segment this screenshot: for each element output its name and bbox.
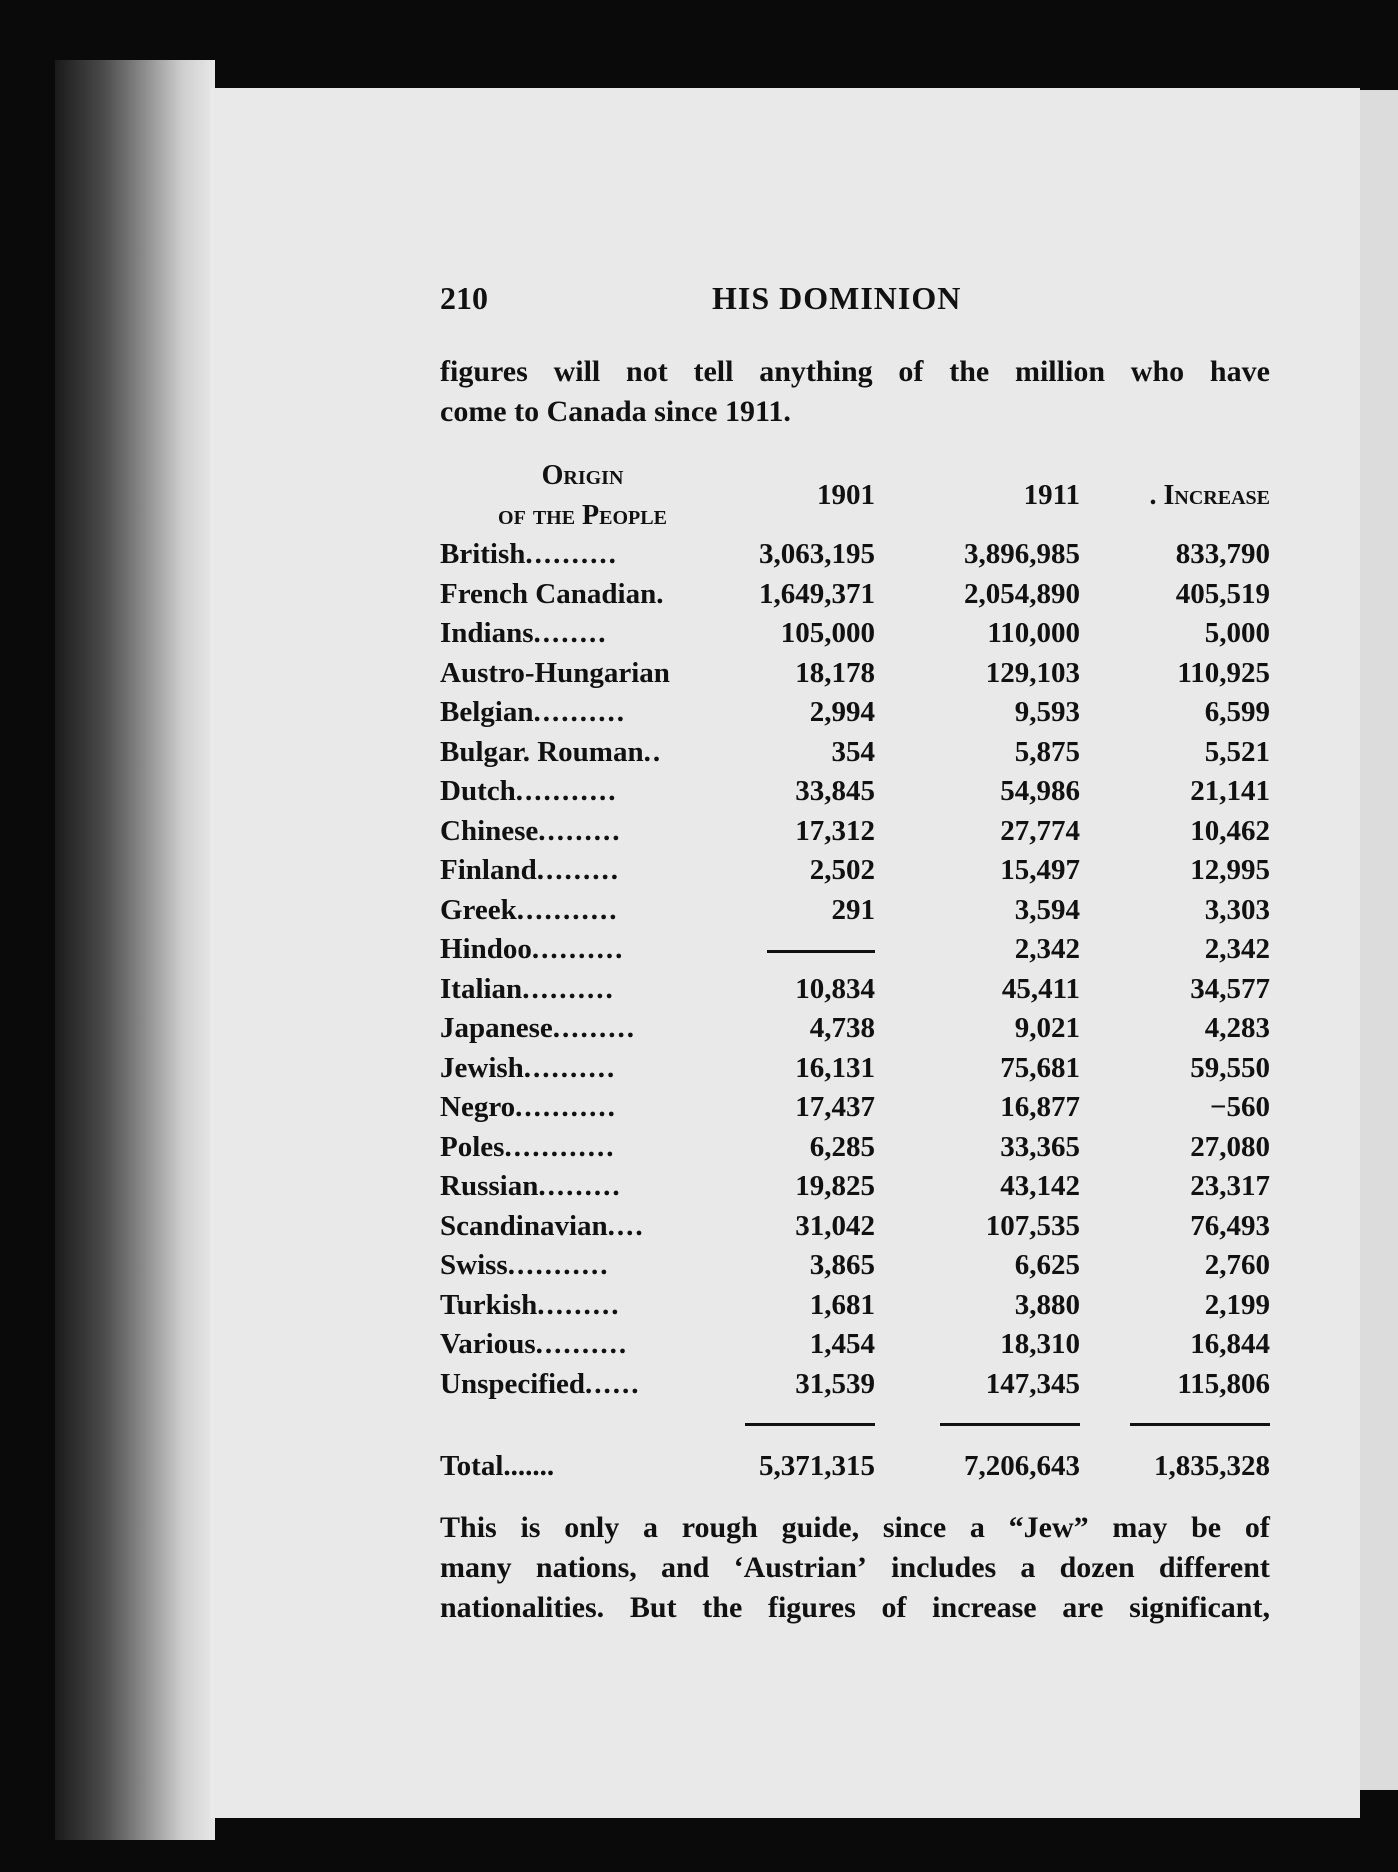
origin-name-text: British (440, 538, 526, 570)
outro-word: “Jew” (1008, 1511, 1089, 1544)
value-increase: 5,000 (1204, 617, 1270, 649)
intro-word: will (553, 355, 601, 388)
page-content (440, 280, 1270, 1628)
sum-rule-1901 (725, 1404, 875, 1444)
value-1911: 3,896,985 (964, 538, 1080, 570)
value-1911: 16,877 (1000, 1091, 1080, 1123)
outro-word: a (642, 1511, 658, 1544)
origin-name (440, 654, 725, 694)
leader-dots: ......... (538, 814, 622, 847)
outro-word: But (629, 1591, 677, 1624)
outro-word: the (702, 1591, 743, 1624)
table-row (440, 1088, 1270, 1128)
leader-dots: ............ (504, 1130, 616, 1163)
origin-name-text: Greek (440, 893, 517, 926)
table-row (440, 970, 1270, 1010)
page-number: 210 (440, 280, 488, 316)
value-1901: 354 (831, 735, 875, 768)
value-1901: 17,312 (795, 814, 875, 847)
value-1901: 16,131 (795, 1051, 875, 1084)
table-row (440, 654, 1270, 694)
value-1901: 3,063,195 (759, 538, 875, 570)
value-1911: 3,880 (1014, 1288, 1080, 1321)
value-increase: 16,844 (1190, 1328, 1270, 1360)
origin-name-text: Belgian (440, 696, 534, 728)
origin-name (440, 1365, 725, 1405)
leader-dots: . (656, 577, 666, 610)
origin-name-text: Italian (440, 972, 523, 1005)
value-increase: 76,493 (1190, 1209, 1270, 1242)
value-increase: 4,283 (1204, 1012, 1270, 1044)
table-row (440, 1167, 1270, 1207)
value-1911: 129,103 (985, 656, 1080, 689)
value-1911: 9,021 (1014, 1012, 1080, 1044)
origin-name-text: Indians (440, 617, 534, 649)
leader-dots: ...... (585, 1367, 641, 1400)
table-row (440, 1128, 1270, 1168)
origin-name-text: Chinese (440, 814, 539, 847)
origin-name-text: Russian (440, 1170, 539, 1202)
value-1901: 18,178 (795, 656, 875, 689)
value-increase: 5,521 (1204, 735, 1270, 768)
value-1911: 43,142 (1000, 1170, 1080, 1202)
value-increase: 6,599 (1204, 696, 1270, 728)
value-increase: −560 (1209, 1091, 1270, 1123)
book-title: HIS DOMINION (712, 280, 962, 316)
value-1901 (725, 930, 875, 970)
table-header-row (440, 456, 1270, 535)
origin-name (440, 1009, 725, 1049)
origin-name (440, 535, 725, 575)
sum-rule-row (440, 1404, 1270, 1444)
sum-rule-increase (1080, 1404, 1270, 1444)
header-1911: 1911 (1023, 478, 1080, 511)
value-increase: 21,141 (1190, 775, 1270, 807)
outro-word: includes (891, 1551, 997, 1584)
table-row (440, 693, 1270, 733)
value-increase: 59,550 (1190, 1051, 1270, 1084)
origin-name-text: Swiss (440, 1249, 508, 1281)
origin-name (440, 1128, 725, 1168)
total-1901: 5,371,315 (759, 1450, 875, 1482)
intro-word: have (1209, 355, 1270, 388)
value-1901: 19,825 (795, 1170, 875, 1202)
leader-dots: ......... (536, 854, 620, 886)
value-increase: 12,995 (1190, 854, 1270, 886)
leader-dots: .......... (533, 696, 626, 728)
origin-name (440, 851, 725, 891)
value-increase: 110,925 (1177, 656, 1270, 689)
intro-word: who (1130, 355, 1185, 388)
value-increase: 2,342 (1204, 933, 1270, 965)
origin-name (440, 891, 725, 931)
intro-word: the (949, 355, 990, 388)
origin-header-line1: Origin (541, 460, 624, 491)
value-1901: 17,437 (795, 1091, 875, 1123)
outro-word: a (1020, 1551, 1036, 1584)
outro-line (440, 1548, 1270, 1588)
origin-name (440, 970, 725, 1010)
table-row (440, 1286, 1270, 1326)
leader-dots: ........... (515, 1091, 617, 1123)
origin-name (440, 1049, 725, 1089)
leader-dots: ......... (538, 1170, 622, 1202)
value-1901: 291 (831, 893, 875, 926)
intro-line (440, 352, 1270, 392)
outro-word: and (661, 1551, 710, 1584)
value-1901: 4,738 (809, 1012, 875, 1044)
leader-dots: ........... (515, 775, 618, 807)
table-row (440, 1049, 1270, 1089)
table-row (440, 851, 1270, 891)
outro-word: significant, (1129, 1591, 1270, 1624)
sum-rule-1911 (875, 1404, 1080, 1444)
value-1911: 15,497 (1000, 854, 1080, 886)
header-1901: 1901 (817, 478, 875, 511)
intro-line: come to Canada since 1911. (440, 395, 791, 428)
outro-word: nationalities. (440, 1591, 605, 1624)
origin-name-text: Austro-Hungarian (440, 656, 670, 689)
table-row (440, 1246, 1270, 1286)
table-row (440, 614, 1270, 654)
value-1911: 27,774 (1000, 814, 1080, 847)
header-increase: . Increase (1149, 479, 1270, 511)
value-1911: 2,342 (1014, 933, 1080, 965)
origin-name-text: Jewish (440, 1051, 524, 1084)
value-1901: 6,285 (809, 1130, 875, 1163)
value-1911: 110,000 (987, 617, 1080, 649)
origin-name-text: Japanese (440, 1012, 553, 1044)
outro-word: This (440, 1511, 497, 1544)
origin-name (440, 772, 725, 812)
value-1911: 18,310 (1000, 1328, 1080, 1360)
origin-name-text: Scandinavian (440, 1209, 608, 1242)
origin-name-text: French Canadian (440, 577, 657, 610)
outro-word: is (520, 1511, 541, 1544)
value-increase: 3,303 (1204, 893, 1270, 926)
origin-name (440, 1207, 725, 1247)
table-row (440, 733, 1270, 773)
intro-word: figures (440, 355, 528, 388)
no-data-dash (767, 950, 875, 953)
value-1911: 3,594 (1014, 893, 1080, 926)
table-row (440, 1365, 1270, 1405)
origin-name (440, 812, 725, 852)
outro-word: many (440, 1551, 512, 1584)
total-row (440, 1444, 1270, 1488)
value-1901: 2,502 (809, 854, 875, 886)
origin-name (440, 1286, 725, 1326)
table-row (440, 535, 1270, 575)
leader-dots: .......... (522, 972, 615, 1005)
origin-name (440, 1246, 725, 1286)
total-1911: 7,206,643 (964, 1450, 1080, 1482)
table-row (440, 930, 1270, 970)
total-dots: ....... (503, 1450, 555, 1482)
intro-word: anything (759, 355, 873, 388)
outro-word: different (1158, 1551, 1270, 1584)
intro-paragraph (440, 352, 1270, 432)
origin-name-text: Dutch (440, 775, 516, 807)
population-table (440, 456, 1270, 1488)
intro-word: of (898, 355, 924, 388)
origin-name (440, 930, 725, 970)
outro-word: nations, (535, 1551, 637, 1584)
leader-dots: ........... (507, 1249, 610, 1281)
origin-name-text: Unspecified (440, 1367, 585, 1400)
value-increase: 34,577 (1190, 972, 1270, 1005)
table-row (440, 812, 1270, 852)
outro-word: may (1112, 1511, 1168, 1544)
value-increase: 2,199 (1204, 1288, 1270, 1321)
outro-line (440, 1588, 1270, 1628)
intro-word: not (626, 355, 668, 388)
origin-name (440, 733, 725, 773)
total-increase: 1,835,328 (1154, 1450, 1270, 1482)
value-1901: 2,994 (809, 696, 875, 728)
origin-name-text: Bulgar. Rouman (440, 735, 644, 768)
value-increase: 27,080 (1190, 1130, 1270, 1163)
outro-word: only (564, 1511, 620, 1544)
outro-paragraph (440, 1508, 1270, 1628)
leader-dots: .... (607, 1209, 645, 1242)
origin-name (440, 693, 725, 733)
table-row (440, 1207, 1270, 1247)
outro-word: a (969, 1511, 985, 1544)
value-increase: 10,462 (1190, 814, 1270, 847)
value-1911: 107,535 (985, 1209, 1080, 1242)
leader-dots: .......... (523, 1051, 617, 1084)
value-1901: 31,042 (795, 1209, 875, 1242)
value-1911: 54,986 (1000, 775, 1080, 807)
origin-name-text: Negro (440, 1091, 516, 1123)
value-1901: 1,681 (809, 1288, 875, 1321)
leader-dots: ......... (537, 1288, 621, 1321)
value-1911: 147,345 (985, 1367, 1080, 1400)
total-label (440, 1444, 725, 1488)
value-increase: 23,317 (1190, 1170, 1270, 1202)
leader-dots: .......... (525, 538, 618, 570)
book-binding (55, 60, 215, 1840)
outro-word: of (1244, 1511, 1270, 1544)
outro-word: are (1062, 1591, 1104, 1624)
leader-dots: .......... (531, 933, 625, 965)
value-1911: 6,625 (1014, 1249, 1080, 1281)
table-row (440, 575, 1270, 615)
value-1911: 33,365 (1000, 1130, 1080, 1163)
outro-word: rough (681, 1511, 758, 1544)
value-1901: 1,454 (809, 1328, 875, 1360)
table-row (440, 1009, 1270, 1049)
value-1901: 1,649,371 (759, 577, 875, 610)
leader-dots: .. (643, 735, 663, 768)
total-label-text: Total (440, 1450, 504, 1482)
outro-line (440, 1508, 1270, 1548)
value-1901: 33,845 (795, 775, 875, 807)
outro-word: be (1191, 1511, 1222, 1544)
value-1911: 75,681 (1000, 1051, 1080, 1084)
origin-header-line2: of the People (498, 499, 667, 531)
outro-word: of (881, 1591, 907, 1624)
leader-dots: ........ (533, 617, 608, 649)
outro-word: dozen (1059, 1551, 1135, 1584)
value-1901: 105,000 (780, 617, 875, 649)
table-row (440, 772, 1270, 812)
outro-word: since (882, 1511, 947, 1544)
origin-name-text: Hindoo (440, 933, 532, 965)
intro-word: tell (693, 355, 734, 388)
value-1901: 10,834 (795, 972, 875, 1005)
right-page-edge (1358, 90, 1398, 1790)
value-1911: 9,593 (1014, 696, 1080, 728)
value-increase: 115,806 (1177, 1367, 1270, 1400)
leader-dots: .......... (535, 1328, 629, 1360)
value-1911: 5,875 (1014, 735, 1080, 768)
outro-word: ‘Austrian’ (733, 1551, 867, 1584)
table-row (440, 891, 1270, 931)
value-1901: 31,539 (795, 1367, 875, 1400)
value-1901: 3,865 (809, 1249, 875, 1281)
value-increase: 2,760 (1204, 1249, 1270, 1281)
value-increase: 833,790 (1175, 538, 1270, 570)
value-increase: 405,519 (1175, 577, 1270, 610)
origin-name (440, 1088, 725, 1128)
origin-name-text: Finland (440, 854, 537, 886)
origin-name-text: Poles (440, 1130, 505, 1163)
outro-word: guide, (781, 1511, 860, 1544)
outro-word: figures (767, 1591, 856, 1624)
origin-name-text: Various (440, 1328, 536, 1360)
origin-name (440, 1325, 725, 1365)
origin-header (440, 456, 725, 535)
table-row (440, 1325, 1270, 1365)
sum-rule-spacer (440, 1404, 725, 1444)
origin-name-text: Turkish (440, 1288, 538, 1321)
origin-name (440, 1167, 725, 1207)
running-head (440, 280, 1270, 324)
intro-word: million (1014, 355, 1105, 388)
leader-dots: ........... (516, 893, 619, 926)
outro-word: increase (932, 1591, 1037, 1624)
origin-name (440, 614, 725, 654)
value-1911: 45,411 (1001, 972, 1080, 1005)
leader-dots: ......... (552, 1012, 637, 1044)
origin-name (440, 575, 725, 615)
value-1911: 2,054,890 (964, 577, 1080, 610)
